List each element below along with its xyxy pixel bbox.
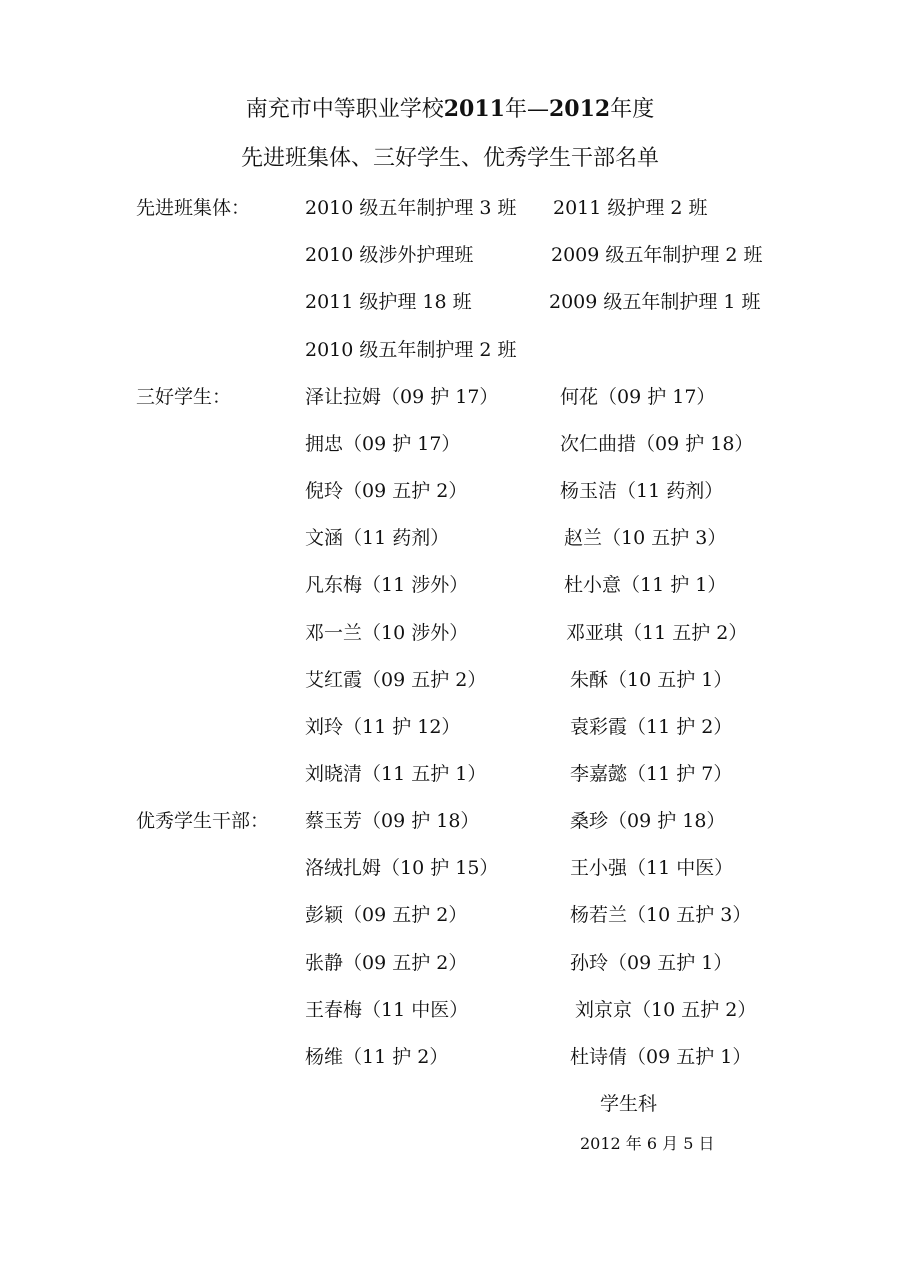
student-entry: 拥忠（09 护 17）	[305, 433, 461, 455]
section-label-student-leaders: 优秀学生干部：	[136, 810, 270, 832]
leader-entry: 彭颖（09 五护 2）	[305, 904, 468, 926]
class-entry: 2011 级护理 2 班	[553, 197, 708, 219]
student-entry: 赵兰（10 五护 3）	[564, 527, 727, 549]
student-entry: 何花（09 护 17）	[560, 386, 716, 408]
leader-entry: 张静（09 五护 2）	[305, 952, 468, 974]
leader-entry: 桑珍（09 护 18）	[570, 810, 726, 832]
section-label-merit-students: 三好学生：	[136, 386, 232, 408]
leader-entry: 洛绒扎姆（10 护 15）	[305, 857, 499, 879]
student-entry: 凡东梅（11 涉外）	[305, 574, 469, 596]
issue-date: 2012 年 6 月 5 日	[580, 1134, 715, 1153]
title-text-3: 年度	[610, 97, 655, 122]
student-entry: 文涵（11 药剂）	[305, 527, 450, 549]
class-entry: 2009 级五年制护理 2 班	[551, 244, 763, 266]
student-entry: 次仁曲措（09 护 18）	[560, 433, 754, 455]
student-entry: 泽让拉姆（09 护 17）	[305, 386, 499, 408]
student-entry: 倪玲（09 五护 2）	[305, 480, 468, 502]
class-entry: 2010 级五年制护理 3 班	[305, 197, 517, 219]
class-entry: 2010 级涉外护理班	[305, 244, 474, 266]
student-entry: 袁彩霞（11 护 2）	[570, 716, 733, 738]
leader-entry: 蔡玉芳（09 护 18）	[305, 810, 480, 832]
student-entry: 刘玲（11 护 12）	[305, 716, 461, 738]
leader-entry: 杜诗倩（09 五护 1）	[570, 1046, 752, 1068]
leader-entry: 刘京京（10 五护 2）	[575, 999, 757, 1021]
student-entry: 刘晓清（11 五护 1）	[305, 763, 487, 785]
leader-entry: 杨若兰（10 五护 3）	[570, 904, 752, 926]
leader-entry: 杨维（11 护 2）	[305, 1046, 449, 1068]
student-entry: 杜小意（11 护 1）	[564, 574, 727, 596]
leader-entry: 王春梅（11 中医）	[305, 999, 469, 1021]
issuer-department: 学生科	[600, 1093, 658, 1115]
student-entry: 邓一兰（10 涉外）	[305, 622, 469, 644]
class-entry: 2011 级护理 18 班	[305, 291, 472, 313]
leader-entry: 孙玲（09 五护 1）	[570, 952, 733, 974]
student-entry: 朱酥（10 五护 1）	[570, 669, 733, 691]
student-entry: 邓亚琪（11 五护 2）	[566, 622, 748, 644]
student-entry: 杨玉洁（11 药剂）	[560, 480, 724, 502]
title-text-1: 南充市中等职业学校	[245, 97, 444, 122]
title-text-2: 年—	[504, 97, 549, 122]
title-year-start: 2011	[443, 96, 505, 122]
title-year-end: 2012	[549, 96, 611, 122]
class-entry: 2010 级五年制护理 2 班	[305, 339, 517, 361]
student-entry: 李嘉懿（11 护 7）	[570, 763, 733, 785]
class-entry: 2009 级五年制护理 1 班	[549, 291, 761, 313]
leader-entry: 王小强（11 中医）	[570, 857, 734, 879]
document-subtitle: 先进班集体、三好学生、优秀学生干部名单	[240, 146, 659, 171]
section-label-advanced-class: 先进班集体：	[136, 197, 251, 219]
document-title	[0, 92, 900, 123]
student-entry: 艾红霞（09 五护 2）	[305, 669, 487, 691]
